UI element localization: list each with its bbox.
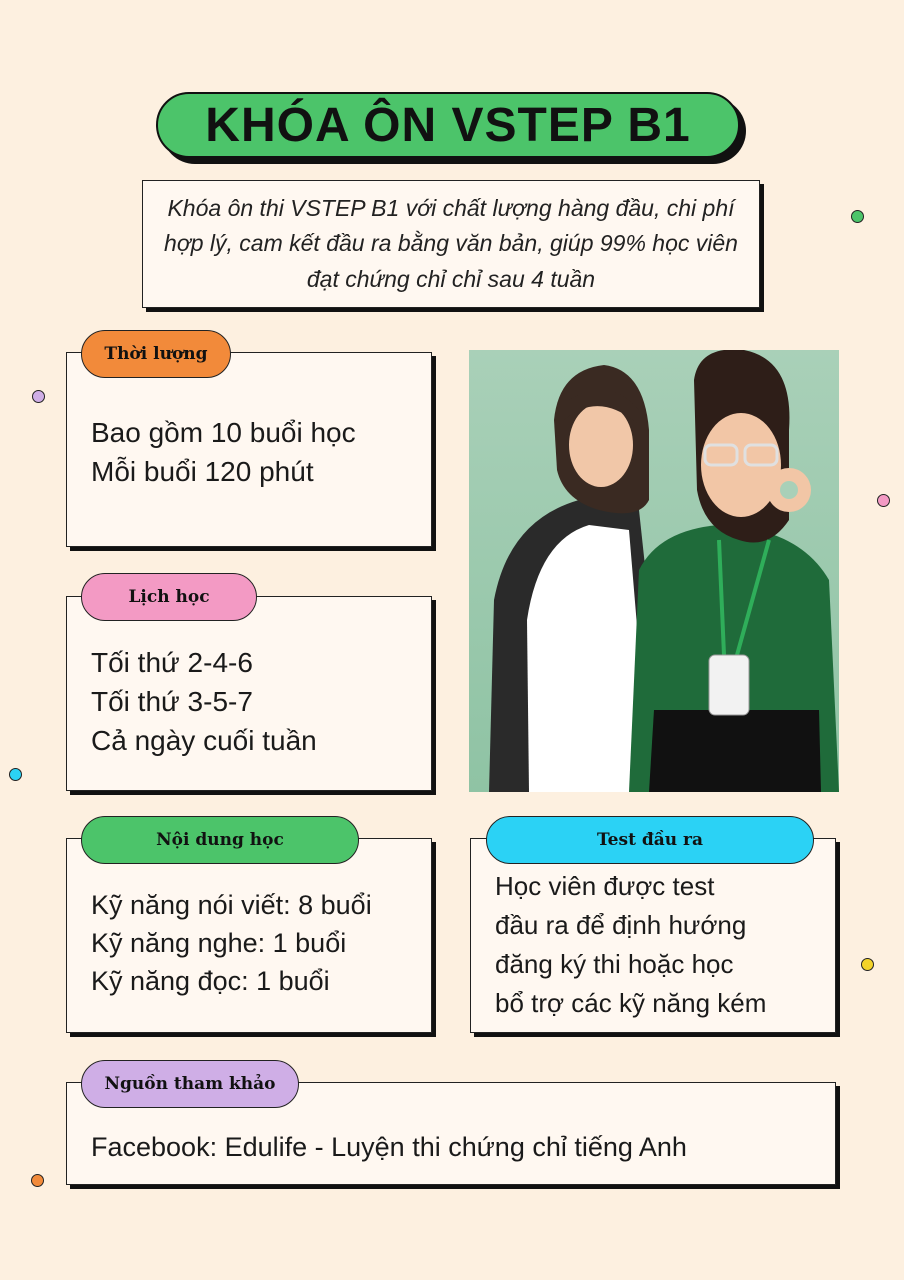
duration-tag-label: Thời lượng: [104, 344, 208, 364]
content-card: [66, 838, 432, 1033]
decor-dot-yellow: [861, 958, 874, 971]
reference-text: Facebook: Edulife - Luyện thi chứng chỉ tiếng Anh: [91, 1132, 687, 1162]
output-test-card: [470, 838, 836, 1033]
content-tag-label: Nội dung học: [156, 830, 284, 850]
content-text: Kỹ năng nói viết: 8 buổi Kỹ năng nghe: 1 buổi Kỹ năng đọc: 1 buổi: [91, 890, 372, 996]
reference-tag-label: Nguồn tham khảo: [104, 1074, 276, 1094]
reference-tag: [81, 1060, 299, 1108]
content-tag: [81, 816, 359, 864]
page-title: [156, 92, 740, 158]
duration-tag: [81, 330, 231, 378]
schedule-card: [66, 596, 432, 791]
output-test-tag-label: Test đầu ra: [596, 830, 703, 850]
intro-box: [142, 180, 760, 308]
intro-text: Khóa ôn thi VSTEP B1 với chất lượng hàng đầu, chi phí hợp lý, cam kết đầu ra bằng văn bản, giúp 99% học viên đạt chứng chỉ chỉ sau 4 tuần: [164, 194, 738, 292]
schedule-tag-label: Lịch học: [128, 587, 210, 607]
schedule-text: Tối thứ 2-4-6 Tối thứ 3-5-7 Cả ngày cuối tuần: [91, 647, 317, 757]
page-title-text: KHÓA ÔN VSTEP B1: [205, 98, 691, 152]
output-test-tag: [486, 816, 814, 864]
two-students-photo-icon: [469, 350, 839, 792]
decor-dot-orange: [31, 1174, 44, 1187]
duration-text: Bao gồm 10 buổi học Mỗi buổi 120 phút: [91, 417, 356, 488]
output-test-text: Học viên được test đầu ra để định hướng đăng ký thi hoặc học bổ trợ các kỹ năng kém: [495, 871, 767, 1018]
decor-dot-pink: [877, 494, 890, 507]
decor-dot-green: [851, 210, 864, 223]
decor-dot-purple: [32, 390, 45, 403]
decor-dot-cyan: [9, 768, 22, 781]
schedule-tag: [81, 573, 257, 621]
duration-card: [66, 352, 432, 547]
students-photo: [469, 350, 839, 792]
